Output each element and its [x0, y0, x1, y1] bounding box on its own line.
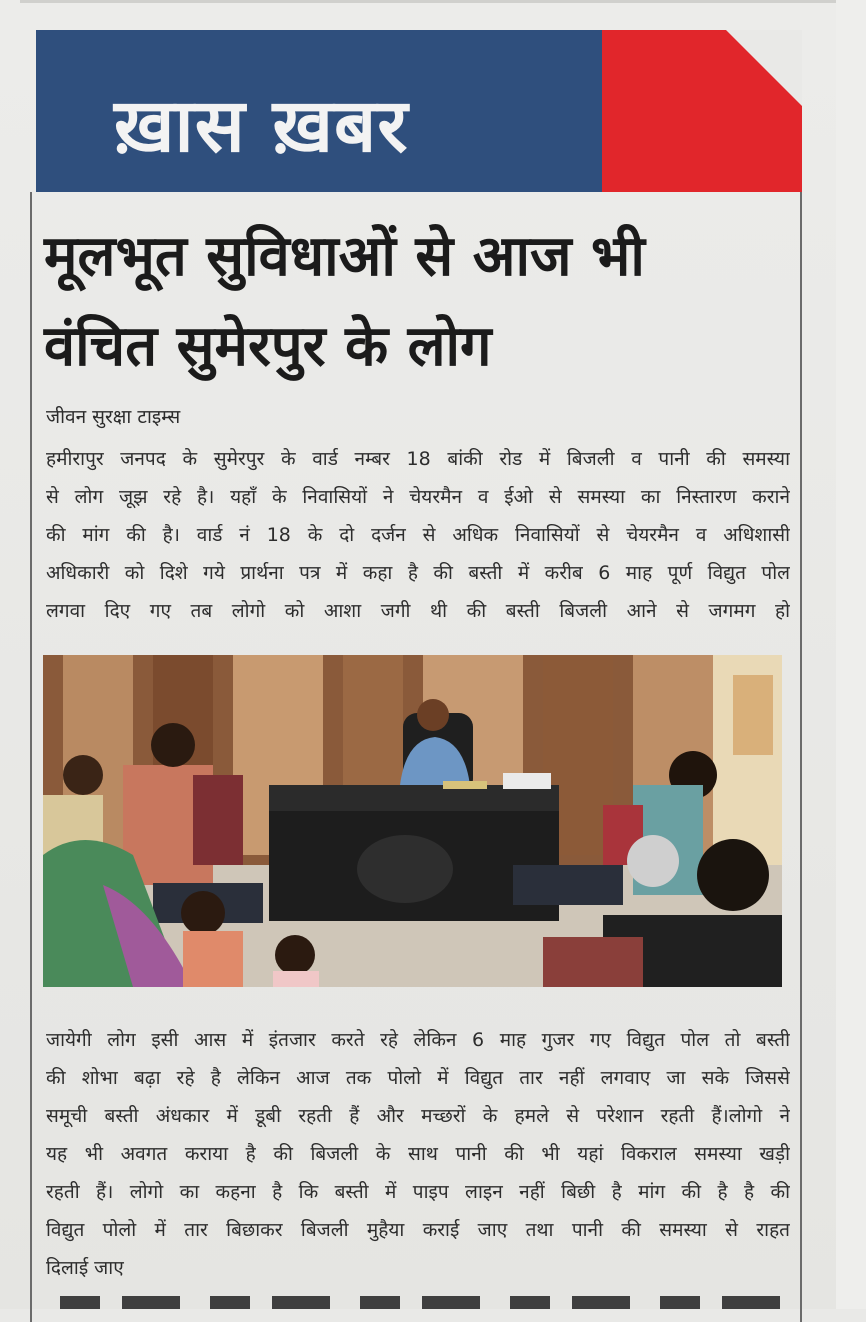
text-line: लगवा दिए गए तब लोगो को आशा जगी थी की बस्ती बिजली आने से जगमग हो — [46, 600, 790, 622]
section-banner — [36, 30, 802, 192]
text-line: यह भी अवगत कराया है की बिजली के साथ पानी की भी यहां विकराल समस्या खड़ी — [46, 1143, 790, 1165]
top-rule — [20, 0, 866, 3]
text-line: समूची बस्ती अंधकार में डूबी रहती हैं और मच्छरों के हमले से परेशान रहती हैं।लोगो ने — [46, 1105, 790, 1127]
text-line: दिलाई जाए — [46, 1257, 124, 1279]
adjacent-column — [836, 0, 866, 1309]
article-paragraph-2 — [46, 1021, 790, 1287]
text-line: अधिकारी को दिशे गये प्रार्थना पत्र में कहा है की बस्ती में करीब 6 माह पूर्ण विद्युत पोल — [46, 562, 790, 584]
byline: जीवन सुरक्षा टाइम्स — [46, 406, 181, 428]
text-line: रहती हैं। लोगो का कहना है कि बस्ती में पाइप लाइन नहीं बिछी है मांग की है है की — [46, 1181, 790, 1203]
text-line: की शोभा बढ़ा रहे है लेकिन आज तक पोलो में विद्युत तार नहीं लगवाए जा सके जिससे — [46, 1067, 790, 1089]
text-line: हमीरापुर जनपद के सुमेरपुर के वार्ड नम्बर 18 बांकी रोड में बिजली व पानी की समस्या — [46, 448, 790, 470]
cropped-next-headline — [60, 1296, 780, 1309]
article-paragraph-1 — [46, 440, 790, 630]
text-line: विद्युत पोलो में तार बिछाकर बिजली मुहैया कराई जाए तथा पानी की समस्या से राहत — [46, 1219, 790, 1241]
news-photo — [43, 655, 782, 987]
headline-line-2: वंचित सुमेरपुर के लोग — [44, 314, 492, 379]
headline-line-1: मूलभूत सुविधाओं से आज भी — [44, 224, 645, 289]
office-meeting-illustration — [43, 655, 782, 987]
text-line: से लोग जूझ रहे है। यहाँ के निवासियों ने चेयरमैन व ईओ से समस्या का निस्तारण कराने — [46, 486, 790, 508]
text-line: की मांग की है। वार्ड नं 18 के दो दर्जन से अधिक निवासियों से चेयरमैन व अधिशासी — [46, 524, 790, 546]
banner-corner-cut — [726, 30, 802, 106]
text-line: जायेगी लोग इसी आस में इंतजार करते रहे लेकिन 6 माह गुजर गए विद्युत पोल तो बस्ती — [46, 1029, 790, 1051]
article-headline — [44, 212, 794, 392]
banner-title: ख़ास ख़बर — [114, 83, 409, 169]
